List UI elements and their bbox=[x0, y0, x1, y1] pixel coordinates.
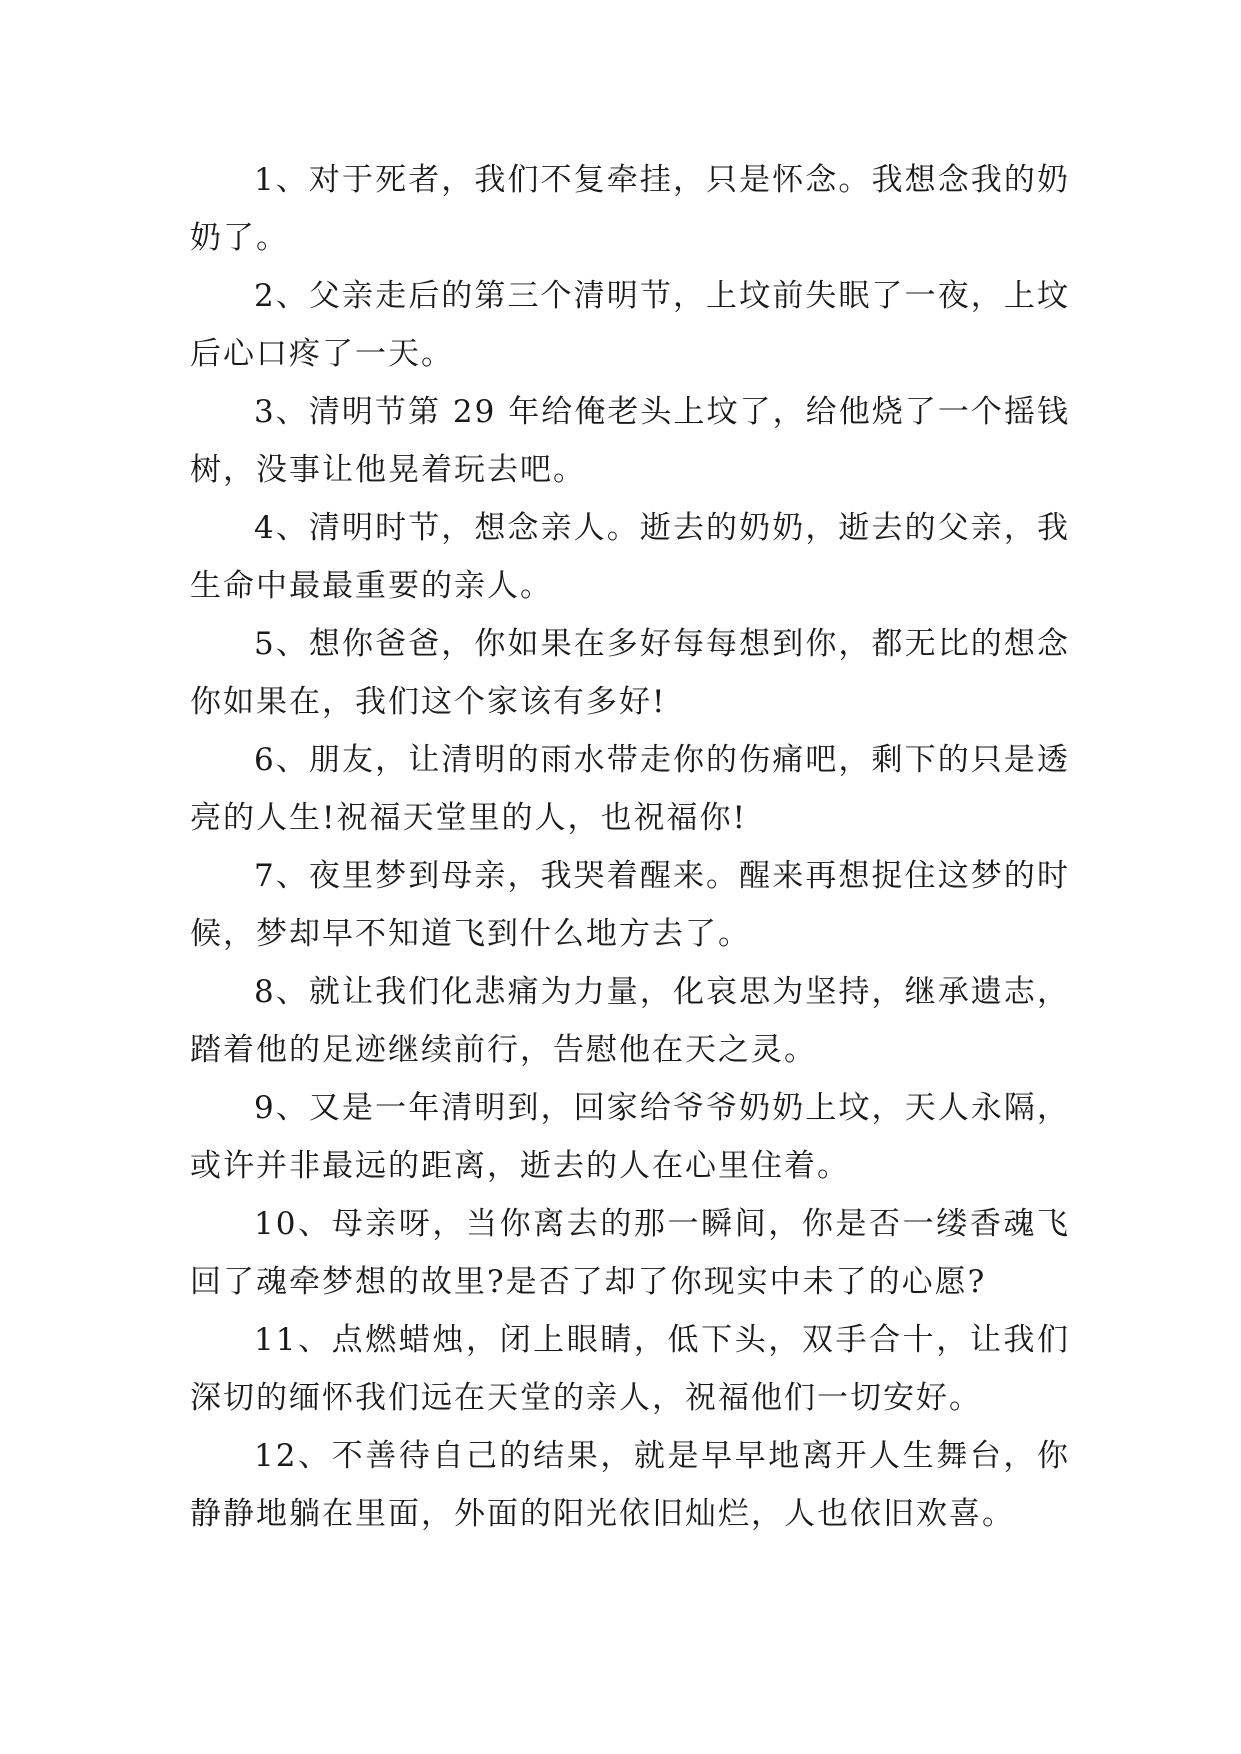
paragraph-4: 4、清明时节，想念亲人。逝去的奶奶，逝去的父亲，我生命中最最重要的亲人。 bbox=[190, 510, 1070, 604]
paragraph-6: 6、朋友，让清明的雨水带走你的伤痛吧，剩下的只是透亮的人生!祝福天堂里的人，也祝福你! bbox=[190, 742, 1070, 836]
paragraph-8: 8、就让我们化悲痛为力量，化哀思为坚持，继承遗志，踏着他的足迹继续前行，告慰他在天之灵。 bbox=[190, 974, 1070, 1068]
paragraph-9: 9、又是一年清明到，回家给爷爷奶奶上坟，天人永隔，或许并非最远的距离，逝去的人在心里住着。 bbox=[190, 1090, 1070, 1184]
paragraph-10: 10、母亲呀，当你离去的那一瞬间，你是否一缕香魂飞回了魂牵梦想的故里?是否了却了你现实中未了的心愿? bbox=[190, 1206, 1070, 1300]
paragraph-1: 1、对于死者，我们不复牵挂，只是怀念。我想念我的奶奶了。 bbox=[190, 162, 1070, 256]
paragraph-12: 12、不善待自己的结果，就是早早地离开人生舞台，你静静地躺在里面，外面的阳光依旧灿烂，人也依旧欢喜。 bbox=[190, 1438, 1070, 1532]
document-body bbox=[190, 151, 1070, 1543]
paragraph-2: 2、父亲走后的第三个清明节，上坟前失眠了一夜，上坟后心口疼了一天。 bbox=[190, 278, 1070, 372]
paragraph-3: 3、清明节第 29 年给俺老头上坟了，给他烧了一个摇钱树，没事让他晃着玩去吧。 bbox=[190, 394, 1070, 488]
paragraph-7: 7、夜里梦到母亲，我哭着醒来。醒来再想捉住这梦的时候，梦却早不知道飞到什么地方去了。 bbox=[190, 858, 1070, 952]
paragraph-11: 11、点燃蜡烛，闭上眼睛，低下头，双手合十，让我们深切的缅怀我们远在天堂的亲人，祝福他们一切安好。 bbox=[190, 1322, 1070, 1416]
paragraph-5: 5、想你爸爸，你如果在多好每每想到你，都无比的想念你如果在，我们这个家该有多好! bbox=[190, 626, 1070, 720]
